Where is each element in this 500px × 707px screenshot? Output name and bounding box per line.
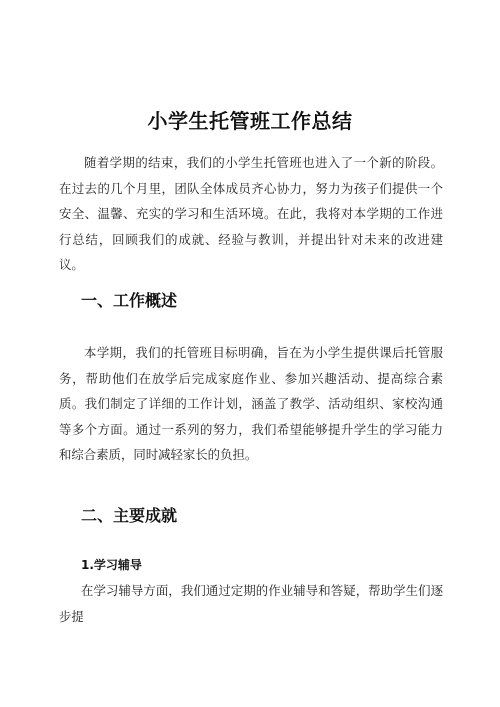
section-heading-achievements: 二、主要成就 [81,506,178,525]
section-heading-overview: 一、工作概述 [81,291,178,310]
intro-paragraph: 随着学期的结束，我们的小学生托管班也进入了一个新的阶段。在过去的几个月里，团队全体成员齐心协力，努力为孩子们提供一个安全、温馨、充实的学习和生活环境。在此，我将对本学期的工作进行总结，回顾我们的成就、经验与教训，并提出针对未来的改进建议。 [59,155,443,273]
overview-paragraph: 本学期，我们的托管班目标明确，旨在为小学生提供课后托管服务，帮助他们在放学后完成家庭作业、参加兴趣活动、提高综合素质。我们制定了详细的工作计划，涵盖了教学、活动组织、家校沟通等多个方面。通过一系列的努力，我们希望能够提升学生的学习能力和综合素质，同时减轻家长的负担。 [59,345,443,463]
subheading-study-tutoring: 1.学习辅导 [81,558,142,572]
study-tutoring-paragraph: 在学习辅导方面，我们通过定期的作业辅导和答疑，帮助学生们逐步提 [59,583,443,624]
document-title: 小学生托管班工作总结 [147,109,353,134]
